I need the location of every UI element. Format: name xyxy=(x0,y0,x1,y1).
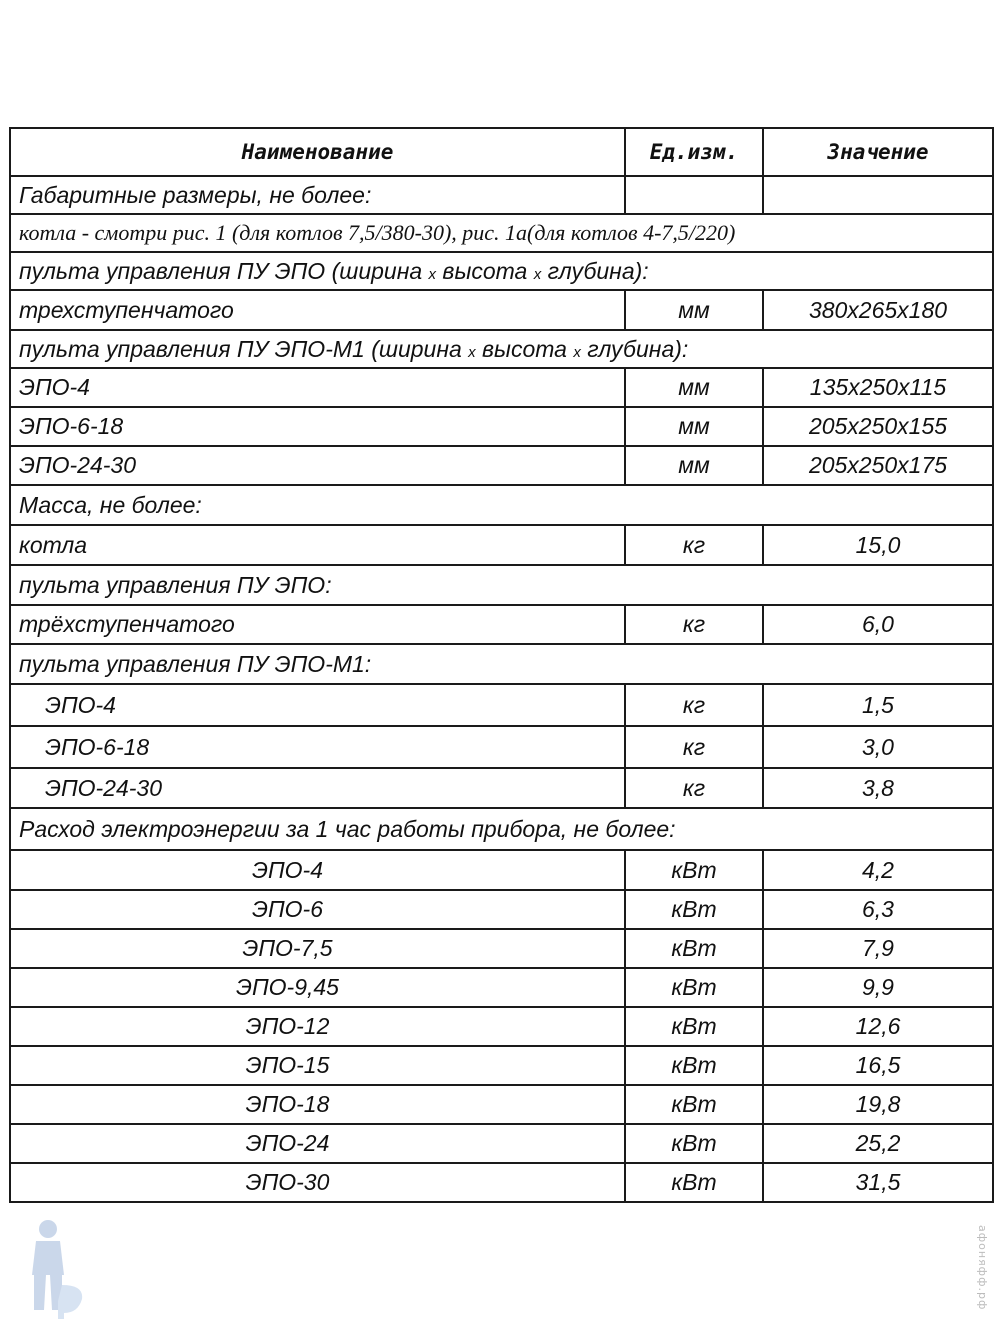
table-row: ЭПО-7,5 кВт 7,9 xyxy=(10,929,993,968)
header-unit: Ед.изм. xyxy=(625,128,763,176)
plumber-figure-icon xyxy=(18,1215,88,1325)
table-row: ЭПО-24 кВт 25,2 xyxy=(10,1124,993,1163)
table-row: трёхступенчатого кг 6,0 xyxy=(10,605,993,644)
mass-panel-title-row: пульта управления ПУ ЭПО: xyxy=(10,565,993,605)
power-title-row xyxy=(10,808,993,850)
spec-sheet xyxy=(9,127,992,1203)
table-row: ЭПО-24-30 мм 205х250х175 xyxy=(10,446,993,485)
header-value: Значение xyxy=(763,128,993,176)
header-row xyxy=(10,128,993,176)
table-row: ЭПО-6 кВт 6,3 xyxy=(10,890,993,929)
table-row: ЭПО-4 кВт 4,2 xyxy=(10,850,993,890)
panel-title-row xyxy=(10,252,993,290)
mass-m1-title-row: пульта управления ПУ ЭПО-М1: xyxy=(10,644,993,684)
table-row: ЭПО-30 кВт 31,5 xyxy=(10,1163,993,1202)
table-row: ЭПО-9,45 кВт 9,9 xyxy=(10,968,993,1007)
table-row: трехступенчатого мм 380х265х180 xyxy=(10,290,993,330)
table-row: ЭПО-6-18 мм 205х250х155 xyxy=(10,407,993,446)
table-row: ЭПО-15 кВт 16,5 xyxy=(10,1046,993,1085)
table-row: ЭПО-18 кВт 19,8 xyxy=(10,1085,993,1124)
dims-title-row xyxy=(10,176,993,214)
boiler-note: котла - смотри рис. 1 (для котлов 7,5/380-30), рис. 1а(для котлов 4-7,5/220) xyxy=(10,214,993,252)
table-row: ЭПО-6-18 кг 3,0 xyxy=(10,726,993,768)
m1-dims-title: пульта управления ПУ ЭПО-М1 (ширина х высота х глубина): xyxy=(10,330,993,368)
power-title: Расход электроэнергии за 1 час работы прибора, не более: xyxy=(10,808,993,850)
table-row: котла кг 15,0 xyxy=(10,525,993,565)
table-row: ЭПО-12 кВт 12,6 xyxy=(10,1007,993,1046)
m1-dims-title-row xyxy=(10,330,993,368)
table-row: ЭПО-4 кг 1,5 xyxy=(10,684,993,726)
boiler-note-row xyxy=(10,214,993,252)
table-row: ЭПО-24-30 кг 3,8 xyxy=(10,768,993,808)
watermark: афоняфф.рф xyxy=(976,1225,989,1311)
mass-title-row xyxy=(10,485,993,525)
spec-table xyxy=(9,127,994,1203)
panel-dims-title: пульта управления ПУ ЭПО (ширина х высота х глубина): xyxy=(10,252,993,290)
table-row: ЭПО-4 мм 135х250х115 xyxy=(10,368,993,407)
header-name: Наименование xyxy=(10,128,625,176)
mass-title: Масса, не более: xyxy=(10,485,993,525)
dims-title: Габаритные размеры, не более: xyxy=(10,176,625,214)
